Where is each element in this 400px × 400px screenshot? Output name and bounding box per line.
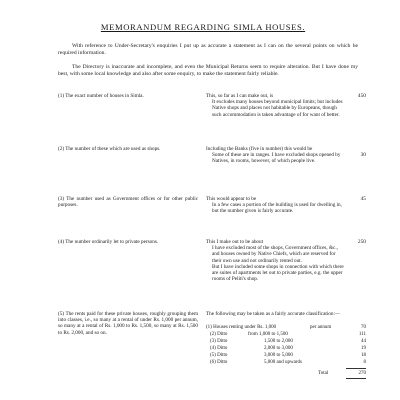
row-count: 70 xyxy=(361,325,366,330)
answer-1 xyxy=(206,93,346,118)
row-range: 1,500 to 2,000 xyxy=(264,339,293,344)
answer-4 xyxy=(206,239,346,282)
value-1: 450 xyxy=(357,93,366,99)
total-rule xyxy=(346,368,366,369)
value-2: 30 xyxy=(360,152,366,158)
answer-3-lead: This would appear to be xyxy=(206,196,257,202)
question-5: (5) The rents paid for these private houses, roughly grouping them into classes, i.e., so many at a rental of under Rs. 1,000 per annum, so many at a rental of Rs. 1,000 to Rs. 1,500, so many at Rs. 1,500 to Rs. 2,000, and so on. xyxy=(58,311,198,336)
total-double-rule xyxy=(346,378,366,379)
row-label: (2) Ditto xyxy=(210,332,228,337)
answer-3 xyxy=(206,196,346,215)
question-3: (3) The number used as Government offices or for other public purposes. xyxy=(58,196,198,209)
answer-1-lead: This, so far as I can make out, is xyxy=(206,93,274,99)
document-title: MEMORANDUM REGARDING SIMLA HOUSES. xyxy=(100,22,306,32)
row-label: (4) Ditto xyxy=(210,346,228,351)
answer-2 xyxy=(206,146,346,165)
answer-4-lead: This I make out to be about xyxy=(206,239,264,245)
row-range: 2,000 to 3,000 xyxy=(264,346,293,351)
question-1: (1) The exact number of houses in Simla. xyxy=(58,93,144,99)
answer-2-lead: Including the Banks (five in number) this would be xyxy=(206,146,313,152)
row-count: 18 xyxy=(361,353,366,358)
value-4: 250 xyxy=(357,239,366,245)
row-count: 19 xyxy=(361,346,366,351)
answer-4-note-1: I have excluded most of the shops, Government offices, &c., and houses owned by Native Chiefs, which are reserved for their own use and not ordinarily rented out. xyxy=(212,245,338,264)
answer-1-note: It excludes many houses beyond municipal limits; but includes Native shops and places not habitable by Europeans, though such accommodation is taken advantage of for want of better. xyxy=(212,99,343,118)
answer-5-lead: The following may be taken as a fairly accurate classification:— xyxy=(206,311,341,317)
row-label: (1) Houses renting under Rs. 1,000 xyxy=(206,325,277,330)
row-range: 5,000 and upwards xyxy=(264,360,302,365)
row-label: (3) Ditto xyxy=(210,339,228,344)
value-3: 45 xyxy=(360,196,366,202)
total-value: 270 xyxy=(358,371,366,376)
row-label: (5) Ditto xyxy=(210,353,228,358)
row-range: 3,000 to 5,000 xyxy=(264,353,293,358)
row-count: 8 xyxy=(363,360,366,365)
total-label: Total xyxy=(318,371,329,376)
row-count: 111 xyxy=(358,332,366,337)
intro-paragraph-2: The Directory is inaccurate and incomplete, and even the Municipal Returns seem to require alteration. But I have done my best, with some local knowledge and also after some enquiry, to make the statement fairly reliable. xyxy=(58,64,358,77)
row-range: from 1,000 to 1,500 xyxy=(248,332,288,337)
row-label: (6) Ditto xyxy=(210,360,228,365)
intro-paragraph-1: With reference to Under-Secretary's enquiries I put up as accurate a statement as I can on the several points on which he required information. xyxy=(58,43,358,56)
row-count: 44 xyxy=(361,339,366,344)
question-4: (4) The number ordinarily let to private persons. xyxy=(58,239,159,245)
question-2: (2) The number of these which are used as shops. xyxy=(58,146,161,152)
answer-3-note: In a few cases a portion of the building is used for dwelling in, but the number given is fairly accurate. xyxy=(212,202,342,215)
answer-4-note-2: But I have included some shops in connection with which there are suites of apartments let out to private parties, e.g. the upper rooms of Peliti's shop. xyxy=(212,263,344,283)
answer-2-note: Some of these are in ranges. I have excluded shops opened by Natives, in rooms, however, of which people live. xyxy=(212,152,341,165)
row-unit: per annum xyxy=(310,325,332,330)
